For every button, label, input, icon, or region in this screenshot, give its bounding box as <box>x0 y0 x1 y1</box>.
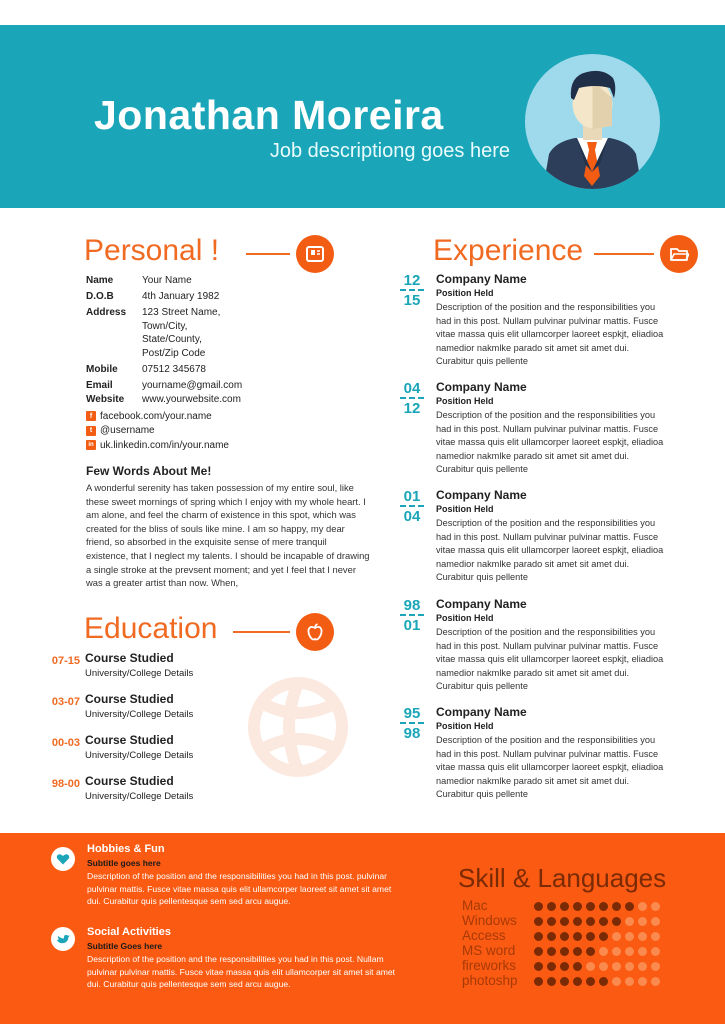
personal-value: 07512 345678 <box>142 363 206 375</box>
heart-icon <box>56 852 70 866</box>
skill-dot-filled <box>573 902 582 911</box>
skill-row <box>462 929 692 943</box>
personal-title-divider <box>246 253 290 255</box>
education-detail: University/College Details <box>85 668 194 679</box>
education-course: Course Studied <box>85 774 174 788</box>
skill-dot-empty <box>599 962 608 971</box>
experience-description: Description of the position and the responsibilities you had in this post. Nullam pulvinar pulvinar mattis. Fusce vitae massa quis elit ullamcorper laoreet espkjt, eliadioa namedior nakmlke parado sit amet sit amet dui. Curabitur quis pellente <box>436 735 664 800</box>
experience-icon-badge <box>660 235 698 273</box>
experience-date-from: 98 <box>403 725 421 742</box>
experience-date-from: 01 <box>403 617 421 634</box>
skill-dot-empty <box>651 947 660 956</box>
experience-description: Description of the position and the responsibilities you had in this post. Nullam pulvinar pulvinar mattis. Fusce vitae massa quis elit ullamcorper laoreet espkjt, eliadioa namedior nakmlke parado sit amet sit amet dui. Curabitur quis pellente <box>436 518 664 583</box>
skill-dot-filled <box>599 932 608 941</box>
skill-dot-filled <box>547 932 556 941</box>
experience-date-to: 04 <box>403 380 421 397</box>
skill-dot-filled <box>573 932 582 941</box>
candidate-name: Jonathan Moreira <box>94 92 444 138</box>
skill-name: MS word <box>462 943 516 958</box>
hobbies-description: Description of the position and the responsibilities you had in this post. pulvinar pulvinar mattis. Fusce vitae massa quis elit ullamcorper laoreet sit amet sit amet dui. Curabitur quis pellentesque sem sed arcu augue. <box>87 871 392 906</box>
personal-value: Your Name <box>142 275 192 286</box>
experience-dates <box>398 707 426 741</box>
twitter-icon: t <box>86 426 96 436</box>
skill-dot-filled <box>599 902 608 911</box>
skill-dot-filled <box>599 917 608 926</box>
skill-dot-empty <box>638 932 647 941</box>
hobbies-icon-badge <box>51 847 75 871</box>
skill-dot-filled <box>560 947 569 956</box>
skill-dot-filled <box>573 947 582 956</box>
folder-icon <box>669 244 689 264</box>
skill-dot-empty <box>651 902 660 911</box>
personal-label: Email <box>86 379 113 391</box>
skill-dot-empty <box>625 932 634 941</box>
experience-date-to: 95 <box>403 705 421 722</box>
experience-company: Company Name <box>436 705 527 719</box>
skill-dot-empty <box>612 977 621 986</box>
personal-row <box>86 393 386 407</box>
social-link-text: uk.linkedin.com/in/your.name <box>100 439 229 451</box>
education-date: 03-07 <box>51 696 80 708</box>
experience-description: Description of the position and the responsibilities you had in this post. Nullam pulvinar pulvinar mattis. Fusce vitae massa quis elit ullamcorper laoreet espkjt, eliadioa namedior nakmlke parado sit amet sit amet dui. Curabitur quis pellente <box>436 410 664 475</box>
skill-dot-filled <box>547 947 556 956</box>
social-link-text: @username <box>100 425 155 437</box>
skill-dot-empty <box>625 962 634 971</box>
experience-company: Company Name <box>436 488 527 502</box>
personal-value: yourname@gmail.com <box>142 379 243 391</box>
education-course: Course Studied <box>85 651 174 665</box>
education-icon-badge <box>296 613 334 651</box>
skill-dot-filled <box>534 962 543 971</box>
social-activities-icon-badge <box>51 927 75 951</box>
education-date: 07-15 <box>51 655 80 667</box>
experience-date-from: 04 <box>403 508 421 525</box>
experience-description: Description of the position and the responsibilities you had in this post. Nullam pulvinar pulvinar mattis. Fusce vitae massa quis elit ullamcorper laoreet espkjt, eliadioa namedior nakmlke parado sit amet sit amet dui. Curabitur quis pellente <box>436 627 664 692</box>
skill-dot-empty <box>651 932 660 941</box>
bird-icon <box>56 932 70 946</box>
social-link-text: facebook.com/your.name <box>100 410 212 422</box>
personal-row <box>86 363 386 377</box>
apple-icon <box>305 622 325 642</box>
personal-row <box>86 274 386 288</box>
skill-dot-filled <box>560 977 569 986</box>
social-activities-title: Social Activities <box>87 926 171 938</box>
linkedin-icon: in <box>86 440 96 450</box>
facebook-icon: f <box>86 411 96 421</box>
about-title: Few Words About Me! <box>86 464 212 478</box>
skill-dot-empty <box>638 947 647 956</box>
education-item <box>40 692 300 726</box>
personal-section-title: Personal ! <box>84 234 220 267</box>
skill-dot-filled <box>625 902 634 911</box>
personal-row <box>86 290 386 304</box>
experience-date-to: 01 <box>403 488 421 505</box>
experience-section-title: Experience <box>433 234 584 267</box>
skill-dot-empty <box>599 947 608 956</box>
skill-dot-filled <box>586 932 595 941</box>
education-date: 00-03 <box>51 737 80 749</box>
experience-date-to: 12 <box>403 272 421 289</box>
skill-name: photoshp <box>462 973 518 988</box>
skill-dot-filled <box>547 902 556 911</box>
education-date: 98-00 <box>51 778 80 790</box>
personal-icon-badge <box>296 235 334 273</box>
skill-name: Windows <box>462 913 517 928</box>
skill-dot-empty <box>625 947 634 956</box>
experience-dates <box>398 599 426 633</box>
skill-dot-filled <box>586 902 595 911</box>
skill-row <box>462 974 692 988</box>
experience-title-divider <box>594 253 654 255</box>
experience-date-from: 12 <box>403 400 421 417</box>
personal-row <box>86 379 386 393</box>
hobbies-subtitle: Subtitle goes here <box>87 858 161 868</box>
experience-description: Description of the position and the responsibilities you had in this post. Nullam pulvinar pulvinar mattis. Fusce vitae massa quis elit ullamcorper laoreet espkjt, eliadioa namedior nakmlke parado sit amet sit amet dui. Curabitur quis pellente <box>436 302 664 367</box>
experience-company: Company Name <box>436 380 527 394</box>
person-avatar-icon <box>525 54 660 189</box>
social-links <box>86 409 229 453</box>
personal-label: Name <box>86 275 114 286</box>
social-link-facebook[interactable] <box>86 409 229 424</box>
experience-date-to: 98 <box>403 597 421 614</box>
skill-dot-empty <box>612 932 621 941</box>
skill-dot-filled <box>573 917 582 926</box>
skill-dot-filled <box>573 977 582 986</box>
skill-dot-filled <box>560 917 569 926</box>
skill-dot-empty <box>638 917 647 926</box>
skill-name: Mac <box>462 898 488 913</box>
experience-position: Position Held <box>436 613 494 623</box>
experience-position: Position Held <box>436 504 494 514</box>
experience-company: Company Name <box>436 272 527 286</box>
personal-info-table <box>86 274 386 409</box>
skill-dot-empty <box>638 977 647 986</box>
personal-label: Mobile <box>86 363 118 375</box>
education-section-title: Education <box>84 612 218 645</box>
skill-name: Access <box>462 928 506 943</box>
skill-dot-empty <box>625 917 634 926</box>
personal-value: 4th January 1982 <box>142 291 220 302</box>
skill-dot-empty <box>651 977 660 986</box>
skill-dot-filled <box>560 902 569 911</box>
social-activities-subtitle: Subtitle Goes here <box>87 941 163 951</box>
experience-dates <box>398 382 426 416</box>
education-course: Course Studied <box>85 692 174 706</box>
skill-dot-filled <box>573 962 582 971</box>
skill-dot-filled <box>534 932 543 941</box>
skill-dot-filled <box>547 962 556 971</box>
personal-label: D.O.B <box>86 291 114 302</box>
job-description: Job descriptiong goes here <box>269 140 510 162</box>
skill-dot-filled <box>534 977 543 986</box>
skill-dot-empty <box>651 917 660 926</box>
skill-row <box>462 944 692 958</box>
skill-dot-empty <box>638 962 647 971</box>
experience-dates <box>398 274 426 308</box>
education-course: Course Studied <box>85 733 174 747</box>
social-link-twitter[interactable] <box>86 424 229 439</box>
skill-dot-empty <box>612 962 621 971</box>
education-item <box>40 733 300 767</box>
personal-row <box>86 306 386 360</box>
experience-position: Position Held <box>436 721 494 731</box>
skills-title: Skill & Languages <box>458 863 667 893</box>
id-card-icon <box>305 244 325 264</box>
skill-row <box>462 959 692 973</box>
skill-dot-empty <box>638 902 647 911</box>
experience-date-from: 15 <box>403 292 421 309</box>
skill-dot-filled <box>534 947 543 956</box>
personal-label: Website <box>86 393 125 405</box>
skill-dot-filled <box>534 917 543 926</box>
experience-position: Position Held <box>436 396 494 406</box>
skill-dot-filled <box>534 902 543 911</box>
social-link-linkedin[interactable] <box>86 438 229 453</box>
skill-dot-filled <box>586 977 595 986</box>
education-detail: University/College Details <box>85 750 194 761</box>
skill-row <box>462 899 692 913</box>
experience-company: Company Name <box>436 597 527 611</box>
skill-dot-empty <box>625 977 634 986</box>
skill-dot-filled <box>599 977 608 986</box>
education-detail: University/College Details <box>85 791 194 802</box>
experience-position: Position Held <box>436 288 494 298</box>
about-text: A wonderful serenity has taken possession of my entire soul, like these sweet mornings of spring which I enjoy with my whole heart. I am alone, and feel the charm of existence in this spot, which was created for the bliss of souls like mine. I am so happy, my dear friend, so absorbed in the exquisite sense of mere tranquil existence, that I neglect my talents. I should be incapable of drawing a single stroke at the prevsent moment; and yet I feel that I never was a greater artist than now. When, <box>86 482 370 589</box>
skill-dot-filled <box>560 962 569 971</box>
skill-dot-empty <box>651 962 660 971</box>
personal-label: Address <box>86 307 127 318</box>
skill-dot-filled <box>586 917 595 926</box>
skill-dot-filled <box>547 917 556 926</box>
skill-name: fireworks <box>462 958 517 973</box>
social-activities-description: Description of the position and the responsibilities you had in this post. Nullam pulvinar pulvinar mattis. Fusce vitae massa quis elit ullamcorper sit amet sit amet dui. Curabitur quis pellentesque sem sed arcu augue. <box>87 954 396 989</box>
education-detail: University/College Details <box>85 709 194 720</box>
avatar <box>525 54 660 189</box>
personal-value: 123 Street Name, Town/City, State/County, Post/Zip Code <box>142 307 221 359</box>
skill-dot-filled <box>612 902 621 911</box>
skill-dot-filled <box>560 932 569 941</box>
skill-row <box>462 914 692 928</box>
hobbies-title: Hobbies & Fun <box>87 843 165 855</box>
skill-dot-filled <box>547 977 556 986</box>
skill-dot-filled <box>612 917 621 926</box>
skill-dot-empty <box>586 962 595 971</box>
skill-dot-filled <box>586 947 595 956</box>
education-item <box>40 651 300 685</box>
skill-dot-empty <box>612 947 621 956</box>
education-item <box>40 774 300 808</box>
education-title-divider <box>233 631 290 633</box>
personal-value: www.yourwebsite.com <box>142 393 241 405</box>
experience-dates <box>398 490 426 524</box>
